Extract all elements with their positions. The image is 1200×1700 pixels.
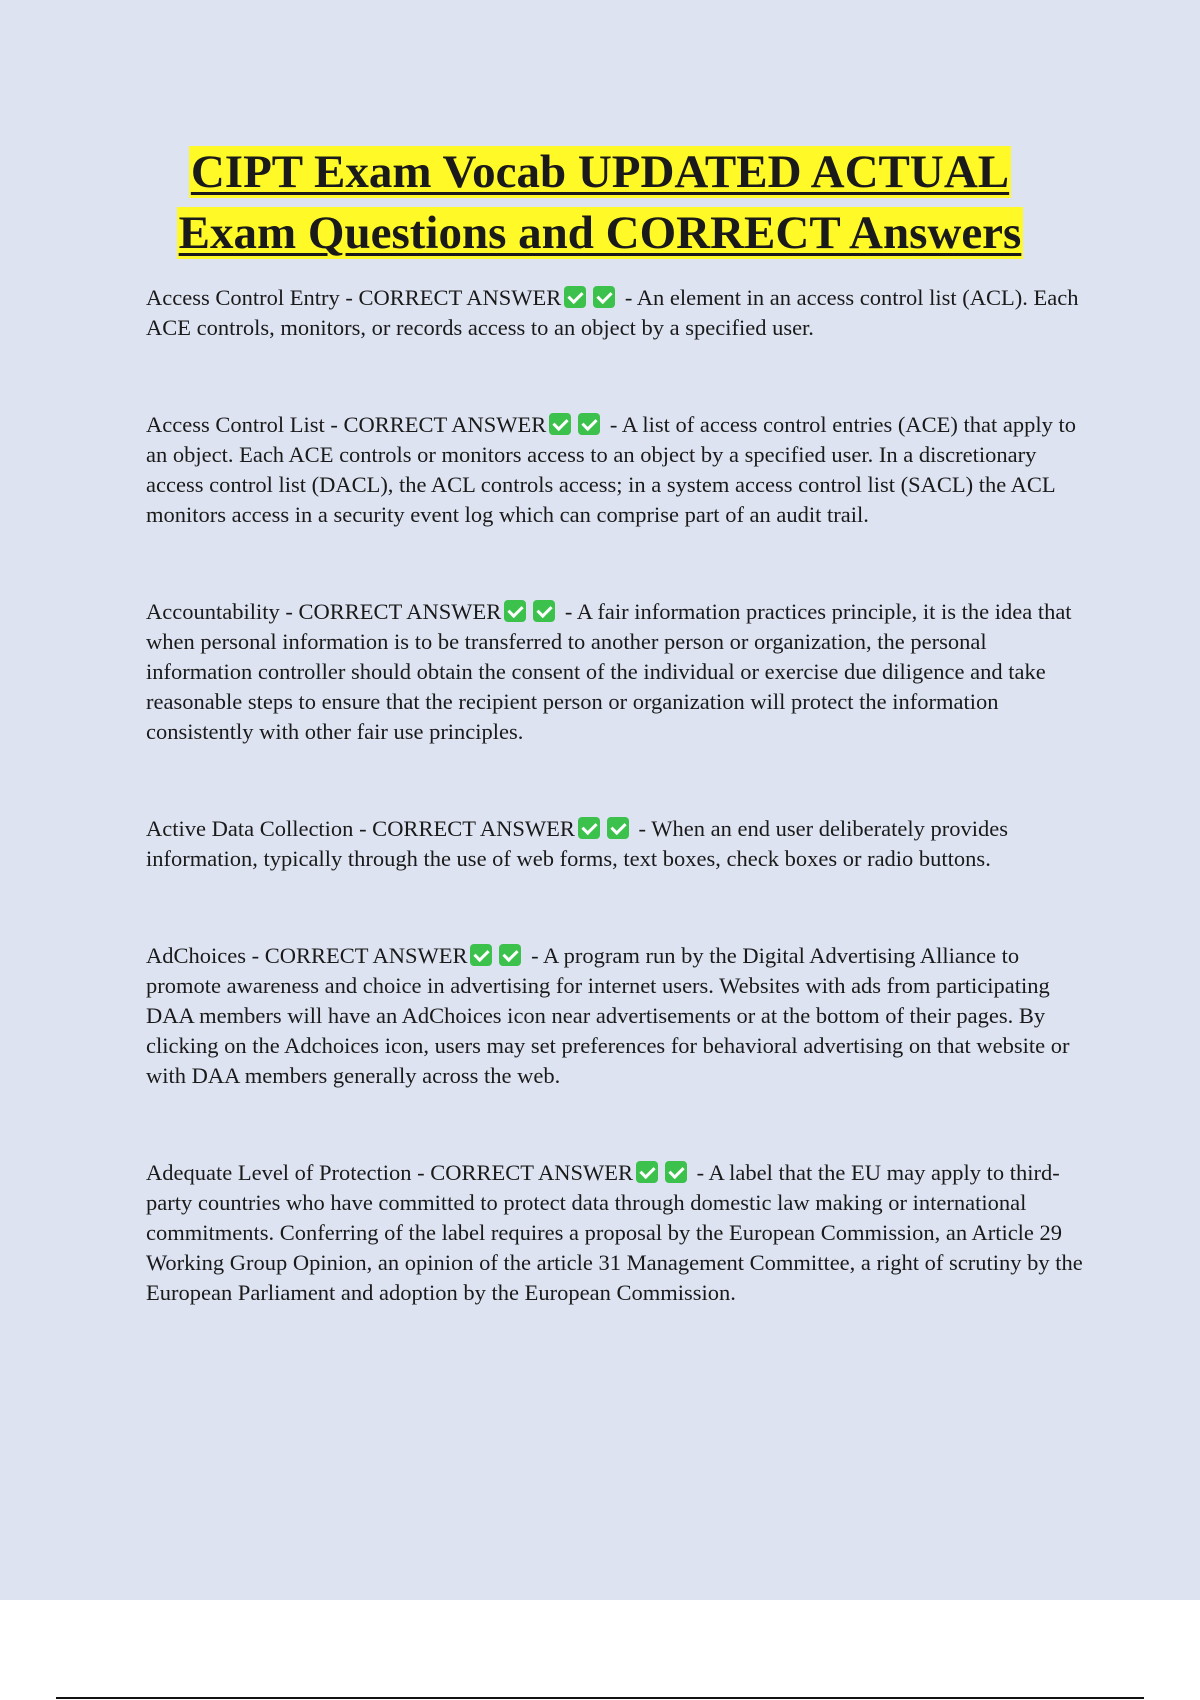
entry-definition: When an end user deliberately provides information, typically through the use of web forms, text boxes, check boxes or radio buttons.	[146, 816, 1009, 871]
title-line-2: Exam Questions and CORRECT Answers	[178, 207, 1022, 259]
entry-term: Access Control Entry	[146, 285, 340, 310]
check-mark-icon	[564, 286, 586, 308]
separator: -	[559, 599, 577, 624]
check-mark-icon	[533, 600, 555, 622]
check-mark-icon	[665, 1161, 687, 1183]
check-mark-icon	[470, 944, 492, 966]
check-mark-icon	[578, 413, 600, 435]
check-mark-icon	[607, 817, 629, 839]
entry-term: Accountability	[146, 599, 280, 624]
check-mark-icon	[499, 944, 521, 966]
separator: -	[619, 285, 637, 310]
check-mark-icon	[504, 600, 526, 622]
entry-term: Access Control List	[146, 412, 325, 437]
separator: -	[604, 412, 622, 437]
entry-term: Adequate Level of Protection	[146, 1160, 412, 1185]
vocab-entry	[146, 410, 1096, 530]
vocab-entry	[146, 941, 1096, 1091]
vocab-entry	[146, 1158, 1096, 1308]
correct-answer-label: - CORRECT ANSWER	[279, 599, 502, 624]
check-mark-icon	[549, 413, 571, 435]
vocab-list	[146, 283, 1096, 1308]
footer-divider	[56, 1697, 1144, 1699]
vocab-entry	[146, 597, 1096, 747]
entry-definition: A list of access control entries (ACE) that apply to an object. Each ACE controls or monitors access to an object by a specified user. In a discretionary access control list (DACL), the ACL controls access; in a system access control list (SACL) the ACL monitors access in a security event log which can comprise part of an audit trail.	[146, 412, 1076, 527]
separator: -	[525, 943, 543, 968]
entry-definition: A label that the EU may apply to third-party countries who have committed to protect data through domestic law making or international commitments. Conferring of the label requires a proposal by the European Commission, an Article 29 Working Group Opinion, an opinion of the article 31 Management Committee, a right of scrutiny by the European Parliament and adoption by the European Commission.	[146, 1160, 1083, 1305]
entry-term: Active Data Collection	[146, 816, 354, 841]
correct-answer-label: - CORRECT ANSWER	[353, 816, 575, 841]
check-mark-icon	[636, 1161, 658, 1183]
vocab-entry	[146, 283, 1096, 343]
correct-answer-label: - CORRECT ANSWER	[411, 1160, 634, 1185]
vocab-entry	[146, 814, 1096, 874]
correct-answer-label: - CORRECT ANSWER	[246, 943, 468, 968]
correct-answer-label: - CORRECT ANSWER	[339, 285, 562, 310]
separator: -	[632, 816, 652, 841]
correct-answer-label: - CORRECT ANSWER	[324, 412, 547, 437]
separator: -	[691, 1160, 709, 1185]
entry-definition: A fair information practices principle, it is the idea that when personal information is to be transferred to another person or organization, the personal information controller should obtain the consent of the individual or exercise due diligence and take reasonable steps to ensure that the recipient person or organization will protect the information consistently with other fair use principles.	[146, 599, 1072, 744]
entry-definition: A program run by the Digital Advertising Alliance to promote awareness and choice in advertising for internet users. Websites with ads from participating DAA members will have an AdChoices icon near advertisements or at the bottom of their pages. By clicking on the Adchoices icon, users may set preferences for behavioral advertising on that website or with DAA members generally across the web.	[146, 943, 1070, 1088]
entry-term: AdChoices	[146, 943, 246, 968]
check-mark-icon	[578, 817, 600, 839]
page-title	[0, 142, 1200, 264]
check-mark-icon	[593, 286, 615, 308]
entry-definition: An element in an access control list (ACL). Each ACE controls, monitors, or records access to an object by a specified user.	[146, 285, 1079, 340]
title-line-1: CIPT Exam Vocab UPDATED ACTUAL	[190, 146, 1010, 198]
